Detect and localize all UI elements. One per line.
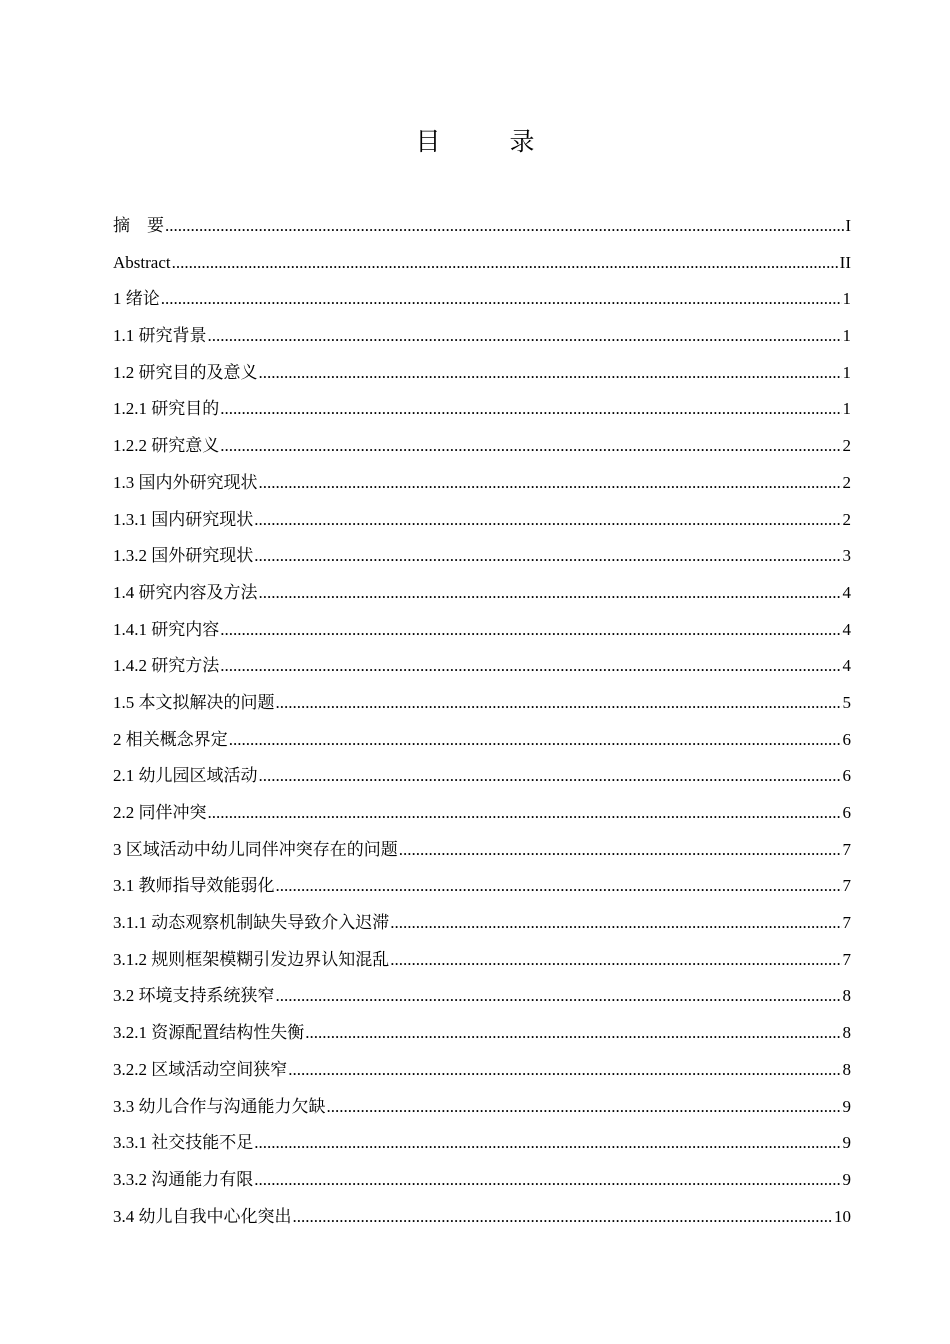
toc-dot-leader [276, 868, 842, 905]
toc-entry[interactable] [113, 538, 851, 575]
toc-entry-label: 2.1 幼儿园区域活动 [113, 766, 258, 786]
toc-entry-page-number: 8 [842, 1059, 851, 1079]
toc-entry-page-number: 2 [842, 509, 851, 529]
page-title: 目 录 [415, 127, 557, 156]
toc-dot-leader [254, 1125, 841, 1162]
toc-entry[interactable] [113, 391, 851, 428]
toc-entry-label: 1.1 研究背景 [113, 326, 207, 346]
toc-entry[interactable] [113, 832, 851, 869]
toc-dot-leader [229, 722, 842, 759]
toc-entry-label: 3.4 幼儿自我中心化突出 [113, 1206, 292, 1226]
toc-entry[interactable] [113, 208, 851, 245]
toc-entry[interactable] [113, 1125, 851, 1162]
toc-entry-page-number: 4 [842, 582, 851, 602]
toc-entry[interactable] [113, 722, 851, 759]
toc-entry-page-number: 4 [842, 619, 851, 639]
toc-entry[interactable] [113, 1052, 851, 1089]
toc-entry-label: 3.3 幼儿合作与沟通能力欠缺 [113, 1096, 326, 1116]
toc-entry[interactable] [113, 978, 851, 1015]
toc-dot-leader [259, 465, 842, 502]
toc-entry-page-number: 6 [842, 729, 851, 749]
toc-entry-page-number: 1 [842, 289, 851, 309]
toc-entry[interactable] [113, 1162, 851, 1199]
toc-entry-label: 1.2.2 研究意义 [113, 436, 220, 456]
toc-dot-leader [161, 281, 842, 318]
toc-entry-page-number: 6 [842, 766, 851, 786]
toc-entry[interactable] [113, 868, 851, 905]
toc-dot-leader [254, 538, 841, 575]
toc-dot-leader [305, 1015, 841, 1052]
toc-dot-leader [259, 355, 842, 392]
toc-entry-label: 3.3.1 社交技能不足 [113, 1133, 254, 1153]
toc-entry-page-number: 7 [842, 913, 851, 933]
toc-entry-page-number: 1 [842, 399, 851, 419]
toc-dot-leader [390, 905, 841, 942]
toc-entry[interactable] [113, 1089, 851, 1126]
toc-entry-label: 1.4.1 研究内容 [113, 619, 220, 639]
toc-dot-leader [276, 685, 842, 722]
toc-dot-leader [208, 795, 842, 832]
toc-entry-label: 3 区域活动中幼儿同伴冲突存在的问题 [113, 839, 398, 859]
toc-entry[interactable] [113, 758, 851, 795]
toc-entry[interactable] [113, 502, 851, 539]
toc-dot-leader [327, 1089, 842, 1126]
toc-entry-page-number: 9 [842, 1133, 851, 1153]
toc-entry[interactable] [113, 905, 851, 942]
toc-entry-page-number: 7 [842, 949, 851, 969]
toc-entry-label: 1.4 研究内容及方法 [113, 582, 258, 602]
toc-entry-label: 3.2.2 区域活动空间狭窄 [113, 1059, 288, 1079]
toc-dot-leader [259, 575, 842, 612]
toc-entry[interactable] [113, 318, 851, 355]
toc-entry-label: 3.1.1 动态观察机制缺失导致介入迟滞 [113, 913, 390, 933]
toc-entry-label: 摘 要 [113, 216, 164, 235]
toc-entry[interactable] [113, 612, 851, 649]
toc-entry-page-number: 5 [842, 692, 851, 712]
toc-entry-label: 1.5 本文拟解决的问题 [113, 692, 275, 712]
toc-dot-leader [276, 978, 842, 1015]
toc-dot-leader [208, 318, 842, 355]
toc-entry-label: 1.3.1 国内研究现状 [113, 509, 254, 529]
toc-dot-leader [220, 428, 841, 465]
toc-entry-label: 1.3 国内外研究现状 [113, 472, 258, 492]
toc-entry-label: 3.2 环境支持系统狭窄 [113, 986, 275, 1006]
toc-entry[interactable] [113, 575, 851, 612]
toc-entry-page-number: I [845, 216, 851, 235]
table-of-contents [113, 208, 851, 1235]
toc-entry[interactable] [113, 685, 851, 722]
toc-entry-page-number: 1 [842, 362, 851, 382]
toc-entry-page-number: 10 [834, 1206, 851, 1226]
toc-entry-page-number: 9 [842, 1169, 851, 1189]
toc-entry-page-number: 8 [842, 1023, 851, 1043]
toc-dot-leader [293, 1199, 834, 1236]
toc-entry[interactable] [113, 281, 851, 318]
toc-entry-page-number: 9 [842, 1096, 851, 1116]
toc-entry-page-number: 3 [842, 546, 851, 566]
toc-entry-label: 3.2.1 资源配置结构性失衡 [113, 1023, 305, 1043]
toc-entry-page-number: 2 [842, 436, 851, 456]
toc-entry[interactable] [113, 1199, 851, 1236]
toc-entry-page-number: 4 [842, 656, 851, 676]
toc-entry-page-number: 8 [842, 986, 851, 1006]
toc-entry[interactable] [113, 465, 851, 502]
toc-entry[interactable] [113, 942, 851, 979]
toc-dot-leader [220, 612, 841, 649]
toc-dot-leader [288, 1052, 841, 1089]
toc-entry[interactable] [113, 795, 851, 832]
toc-dot-leader [220, 391, 841, 428]
toc-dot-leader [399, 832, 842, 869]
toc-dot-leader [172, 245, 839, 282]
toc-entry-label: 3.1 教师指导效能弱化 [113, 876, 275, 896]
toc-entry-label: 3.1.2 规则框架模糊引发边界认知混乱 [113, 949, 390, 969]
toc-entry-label: 1.3.2 国外研究现状 [113, 546, 254, 566]
toc-entry-page-number: 7 [842, 876, 851, 896]
toc-dot-leader [259, 758, 842, 795]
toc-dot-leader [254, 1162, 841, 1199]
toc-dot-leader [165, 208, 844, 245]
toc-entry-page-number: 2 [842, 472, 851, 492]
toc-entry[interactable] [113, 1015, 851, 1052]
toc-entry-label: 1.2 研究目的及意义 [113, 362, 258, 382]
toc-entry-label: 2.2 同伴冲突 [113, 803, 207, 822]
toc-entry-page-number: II [839, 252, 851, 272]
toc-entry-label: 1.4.2 研究方法 [113, 656, 220, 676]
toc-entry-label: 3.3.2 沟通能力有限 [113, 1169, 254, 1189]
toc-entry[interactable] [113, 245, 851, 282]
toc-entry[interactable] [113, 648, 851, 685]
toc-entry-label: Abstract [113, 252, 171, 272]
toc-entry-label: 1.2.1 研究目的 [113, 399, 220, 419]
toc-entry-label: 2 相关概念界定 [113, 729, 228, 749]
toc-entry[interactable] [113, 355, 851, 392]
toc-entry-page-number: 1 [842, 326, 851, 346]
toc-dot-leader [390, 942, 841, 979]
toc-dot-leader [220, 648, 841, 685]
toc-dot-leader [254, 502, 841, 539]
toc-entry-page-number: 7 [842, 839, 851, 859]
toc-entry-label: 1 绪论 [113, 289, 160, 309]
toc-entry[interactable] [113, 428, 851, 465]
toc-entry-page-number: 6 [842, 803, 851, 822]
